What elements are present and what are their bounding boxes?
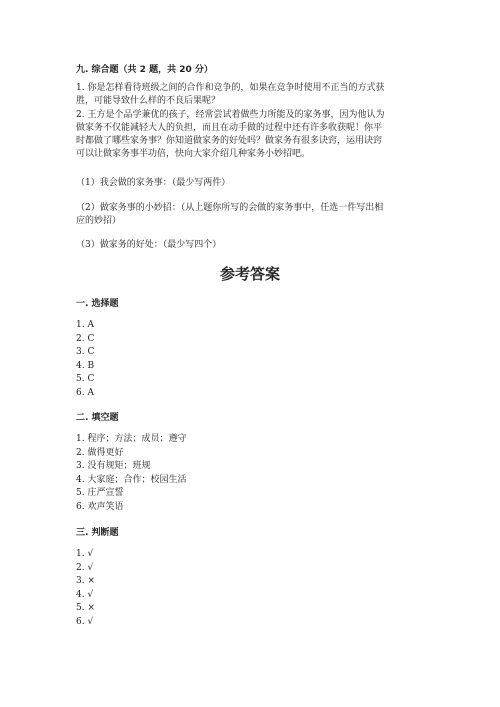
q1-line1: 1. 你是怎样看待班级之间的合作和竞争的，如果在竞争时使用不正当的方式获 <box>76 83 385 93</box>
q1-line2: 胜，可能导致什么样的不良后果呢？ <box>76 96 221 106</box>
q2-line4: 可以让做家务事半功倍，快向大家介绍几种家务小妙招吧。 <box>76 149 311 159</box>
choice-answer: 2. C <box>76 333 95 344</box>
judge-answer: 1. √ <box>76 549 94 559</box>
sub-question-2-line2: 应的妙招） <box>76 216 122 226</box>
fill-answer: 3. 没有规矩；班规 <box>76 461 151 472</box>
judge-answer: 3. × <box>76 576 95 587</box>
choice-answer: 5. C <box>76 374 95 385</box>
judge-answer: 4. √ <box>76 589 94 600</box>
choice-answer: 1. A <box>76 320 94 330</box>
sub-question-1: （1）我会做的家务事：（最少写两件） <box>76 178 231 188</box>
sub-question-3: （3）做家务的好处：（最少写四个） <box>76 240 222 250</box>
q2-line1: 2. 王方是个品学兼优的孩子，经常尝试着做些力所能及的家务事，因为他认为 <box>76 110 385 120</box>
judge-answer: 6. √ <box>76 617 94 627</box>
fill-heading: 二. 填空题 <box>76 413 119 423</box>
sub-question-2-line1: （2）做家务事的小妙招：（从上题你所写的会做的家务事中，任选一件写出相 <box>76 203 384 213</box>
choice-heading: 一. 选择题 <box>76 299 119 309</box>
fill-answer: 2. 做得更好 <box>76 447 124 458</box>
choice-answer: 3. C <box>76 347 95 358</box>
fill-answer: 1. 程序；方法；成员；遵守 <box>76 434 187 444</box>
q2-line3: 时都做了哪些家务事？你知道做家务的好处吗？做家务有很多诀窍，运用诀窍 <box>76 136 383 146</box>
choice-answer: 6. A <box>76 388 94 398</box>
judge-answer: 5. × <box>76 603 95 614</box>
q2-line2: 做家务不仅能减轻大人的负担，而且在动手做的过程中还有许多收获呢！你平 <box>76 123 383 133</box>
choice-answer: 4. B <box>76 360 95 371</box>
judge-heading: 三. 判断题 <box>76 528 119 538</box>
fill-answer: 4. 大家庭；合作；校园生活 <box>76 474 187 485</box>
judge-answer: 2. √ <box>76 562 94 573</box>
fill-answer: 5. 庄严宣誓 <box>76 488 124 499</box>
answers-title: 参考答案 <box>219 265 280 283</box>
section9-heading: 九. 综合题（共 2 题，共 20 分） <box>76 65 213 75</box>
fill-answer: 6. 欢声笑语 <box>76 502 124 512</box>
